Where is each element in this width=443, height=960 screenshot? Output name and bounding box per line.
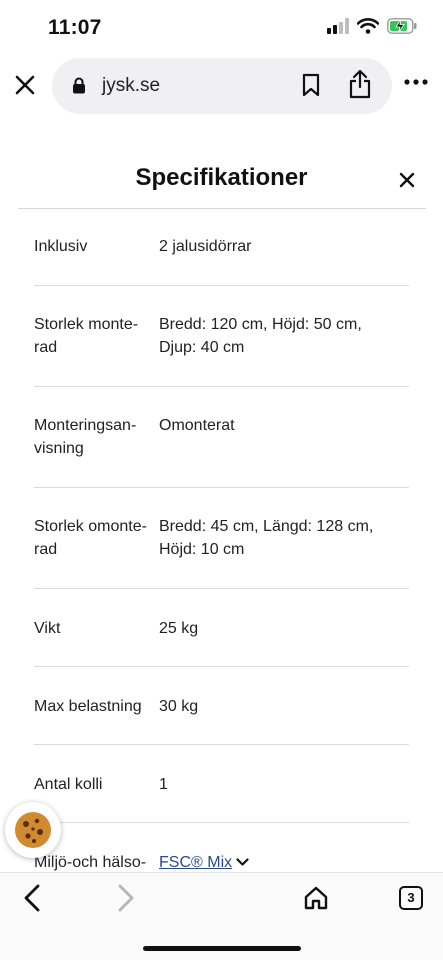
spec-label: Storlek monte-rad xyxy=(34,316,139,356)
share-icon[interactable] xyxy=(348,69,372,99)
cookie-icon xyxy=(13,810,53,850)
cookie-settings-button[interactable] xyxy=(5,802,61,858)
status-time: 11:07 xyxy=(48,16,102,39)
spec-row-storlek-monterad xyxy=(0,286,443,387)
chevron-down-icon[interactable] xyxy=(236,858,249,867)
spec-row-max-belastning xyxy=(0,667,443,745)
spec-value: Bredd: 45 cm, Längd: 128 cm, Höjd: 10 cm xyxy=(159,518,374,558)
browser-toolbar xyxy=(0,56,443,116)
spec-value-fsc[interactable] xyxy=(159,851,399,872)
spec-value: 30 kg xyxy=(159,698,199,715)
spec-row-miljo xyxy=(0,823,443,872)
battery-charging-icon xyxy=(387,18,417,34)
spec-label: Miljö-och hälso- xyxy=(34,854,147,871)
home-indicator xyxy=(143,946,301,951)
spec-label: Inklusiv xyxy=(34,238,88,255)
spec-value: 1 xyxy=(159,776,168,793)
spec-list xyxy=(0,209,443,872)
close-icon[interactable] xyxy=(12,72,38,98)
spec-value: 25 kg xyxy=(159,620,199,637)
spec-row-vikt xyxy=(0,589,443,667)
url-text: jysk.se xyxy=(102,75,161,96)
panel-close-button[interactable] xyxy=(398,171,416,189)
spec-row-antal-kolli xyxy=(0,745,443,823)
spec-value: 2 jalusidörrar xyxy=(159,238,252,255)
status-icons xyxy=(327,18,417,34)
home-icon[interactable] xyxy=(303,885,329,911)
panel-title: Specifikationer xyxy=(135,164,308,191)
address-bar[interactable] xyxy=(52,58,392,114)
spec-label: Storlek omonte-rad xyxy=(34,518,147,558)
spec-value: Omonterat xyxy=(159,417,235,434)
spec-label: Antal kolli xyxy=(34,776,103,793)
tabs-button[interactable]: 3 xyxy=(399,886,423,910)
more-icon[interactable] xyxy=(404,78,428,86)
wifi-icon xyxy=(357,18,379,34)
bookmark-icon[interactable] xyxy=(302,73,320,97)
spec-value: Bredd: 120 cm, Höjd: 50 cm, Djup: 40 cm xyxy=(159,316,362,356)
spec-label: Max belastning xyxy=(34,698,142,715)
spec-row-monteringsanvisning xyxy=(0,387,443,488)
signal-icon xyxy=(327,18,349,34)
status-bar xyxy=(0,0,443,56)
forward-icon[interactable] xyxy=(114,883,138,913)
spec-label: Monteringsan-visning xyxy=(34,417,137,457)
spec-row-inklusiv xyxy=(0,209,443,286)
fsc-link[interactable]: FSC® Mix xyxy=(159,854,233,871)
back-icon[interactable] xyxy=(20,883,44,913)
spec-row-storlek-omonterad xyxy=(0,488,443,589)
panel-header xyxy=(0,150,443,206)
lock-icon xyxy=(72,77,86,94)
bottom-toolbar xyxy=(0,872,443,960)
spec-label: Vikt xyxy=(34,620,61,637)
